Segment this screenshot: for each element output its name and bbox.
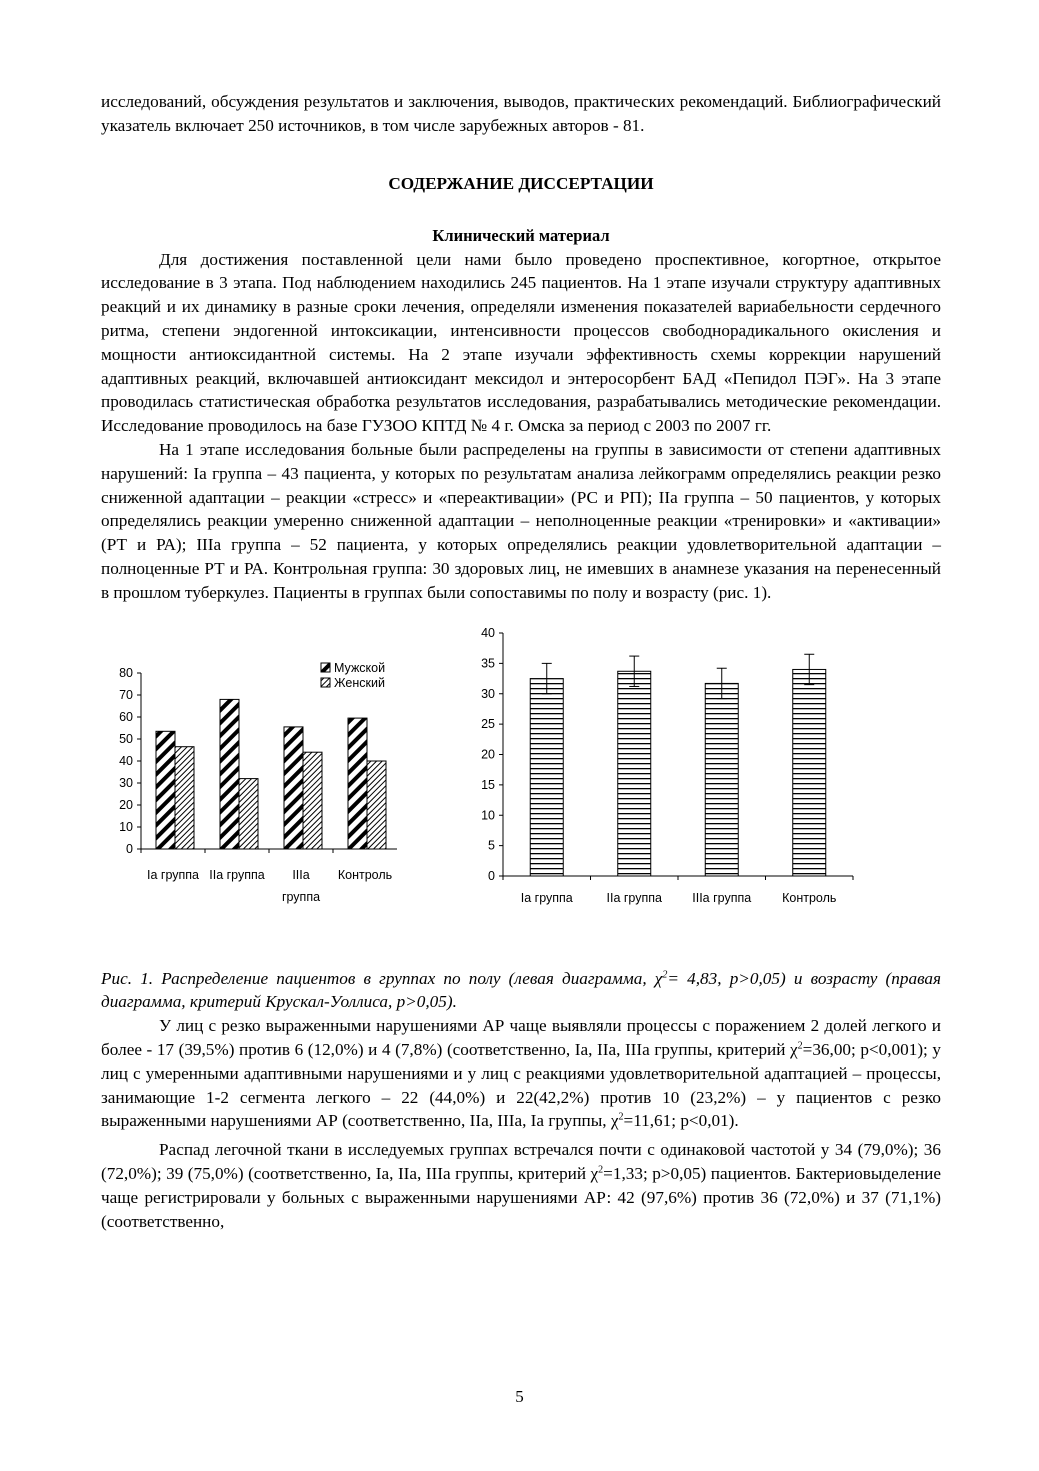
groups-paragraph: На 1 этапе исследования больные были распределены на группы в зависимости от степени адаптивных нарушений: Iа группа – 43 пациента, у которых по результатам анализа лейкограмм определялись реакции резко сниженной адаптации – реакции «стресс» и «переактивации» (РС и РП); IIа группа – 50 пациентов, у которых определялись реакции умеренно сниженной адаптации – неполноценные реакции «тренировки» и «активации» (РТ и РА); IIIа группа – 52 пациента, у которых определялись реакции удовлетворительной адаптации – полноценные РТ и РА. Контрольная группа: 30 здоровых лиц, не имевших в анамнезе указания на перенесенный в прошлом туберкулез. Пациенты в группах были сопоставимы по полу и возрасту (рис. 1).: [101, 439, 941, 602]
bar-age: [618, 671, 651, 876]
legend-label: Мужской: [334, 660, 386, 675]
bar-male: [284, 726, 303, 848]
x-tick-label: IIIa: [292, 867, 310, 882]
bar-female: [239, 778, 258, 848]
y-tick-label: 0: [488, 868, 495, 883]
x-tick-label: Контроль: [337, 867, 393, 882]
bar-female: [303, 752, 322, 849]
y-tick-label: 30: [119, 775, 133, 790]
y-tick-label: 70: [119, 687, 133, 702]
x-tick-label: Контроль: [782, 890, 837, 905]
y-tick-label: 40: [481, 625, 495, 640]
section-heading: СОДЕРЖАНИЕ ДИССЕРТАЦИИ: [388, 173, 654, 193]
bar-male: [348, 718, 367, 849]
y-tick-label: 60: [119, 709, 133, 724]
legend-swatch: [321, 678, 330, 687]
x-tick-label: группа: [281, 889, 321, 904]
x-tick-label: Ia группа: [146, 867, 200, 882]
page-number: 5: [515, 1387, 524, 1406]
bar-age: [793, 669, 826, 876]
y-tick-label: 20: [481, 747, 495, 762]
x-tick-label: IIIa группа: [692, 890, 752, 905]
results-paragraph-2: Распад легочной ткани в исследуемых группах встречался почти с одинаковой частотой у 34 (79,0%); 36 (72,0%); 39 (75,0%) (соответственно, Iа, IIа, IIIа группы, критерий $\chi^2=1,33$; p>0,05) пациентов. Бактериовыделение чаще регистрировали у больных с выраженными нарушениями АР: 42 (97,6%) против 36 (72,0%) и 37 (71,1%) (соответственно,: [101, 1140, 941, 1231]
age-distribution-chart: [471, 623, 871, 961]
figure-1: [101, 623, 941, 961]
bar-female: [175, 746, 194, 848]
x-tick-label: Ia группа: [520, 890, 573, 905]
x-tick-label: IIa группа: [209, 867, 265, 882]
results-paragraph-1: У лиц с резко выраженными нарушениями АР чаще выявляли процессы с поражением 2 долей легкого и более - 17 (39,5%) против 6 (12,0%) и 4 (7,8%) (соответственно, Iа, IIа, IIIа группы, критерий $\chi^2=36,00$; p<0,001); у лиц с умеренными адаптивными нарушениями и у лиц с реакциями удовлетворительной адаптацией – процессы, занимающие 1-2 сегмента легкого – 22 (44,0%) и 22(42,2%) против 10 (23,2%) – у пациентов с резко выраженными нарушениями АР (соответственно, IIа, IIIа, Iа группы, $\chi^2=11,61$; p<0,01).: [101, 1016, 941, 1131]
y-tick-label: 15: [481, 777, 495, 792]
bar-female: [367, 761, 386, 849]
y-tick-label: 35: [481, 655, 495, 670]
bar-male: [156, 731, 175, 849]
subsection-heading: Клинический материал: [432, 225, 610, 245]
y-tick-label: 10: [481, 807, 495, 822]
y-tick-label: 25: [481, 716, 495, 731]
y-tick-label: 20: [119, 797, 133, 812]
bar-age: [705, 683, 738, 876]
sex-distribution-chart: [101, 623, 411, 961]
clinical-material-paragraph: Для достижения поставленной цели нами было проведено проспективное, когортное, открытое исследование в 3 этапа. Под наблюдением находились 245 пациентов. На 1 этапе изучали структуру адаптивных реакций и их динамику в разные сроки лечения, определяли изменения показателей вариабельности сердечного ритма, степени эндогенной интоксикации, интенсивности процессов свободнорадикального окисления и мощности антиоксидантной системы. На 2 этапе изучали эффективность схемы коррекции нарушений адаптивных реакций, включавшей антиоксидант мексидол и энтеросорбент БАД «Пепидол ПЭГ». На 3 этапе проводилась статистическая обработка результатов исследования, разрабатывались методические рекомендации. Исследование проводилось на базе ГУЗОО КПТД № 4 г. Омска за период с 2003 по 2007 гг.: [101, 249, 941, 436]
y-tick-label: 5: [488, 838, 495, 853]
document-page: [101, 90, 941, 1233]
x-tick-label: IIa группа: [606, 890, 662, 905]
legend-swatch: [321, 663, 330, 672]
intro-paragraph: исследований, обсуждения результатов и заключения, выводов, практических рекомендаций. Библиографический указатель включает 250 источников, в том числе зарубежных авторов - 81.: [101, 92, 941, 135]
figure-caption: Рис. 1. Распределение пациентов в группах по полу (левая диаграмма, $\chi^2= 4,83$, p>0,05) и возрасту (правая диаграмма, критерий Крускал-Уоллиса, p>0,05).: [101, 968, 941, 1012]
legend-label: Женский: [334, 675, 385, 690]
y-tick-label: 30: [481, 686, 495, 701]
y-tick-label: 40: [119, 753, 133, 768]
y-tick-label: 10: [119, 819, 133, 834]
y-tick-label: 0: [126, 841, 133, 856]
y-tick-label: 50: [119, 731, 133, 746]
bar-age: [530, 678, 563, 875]
bar-male: [220, 699, 239, 849]
y-tick-label: 80: [119, 665, 133, 680]
